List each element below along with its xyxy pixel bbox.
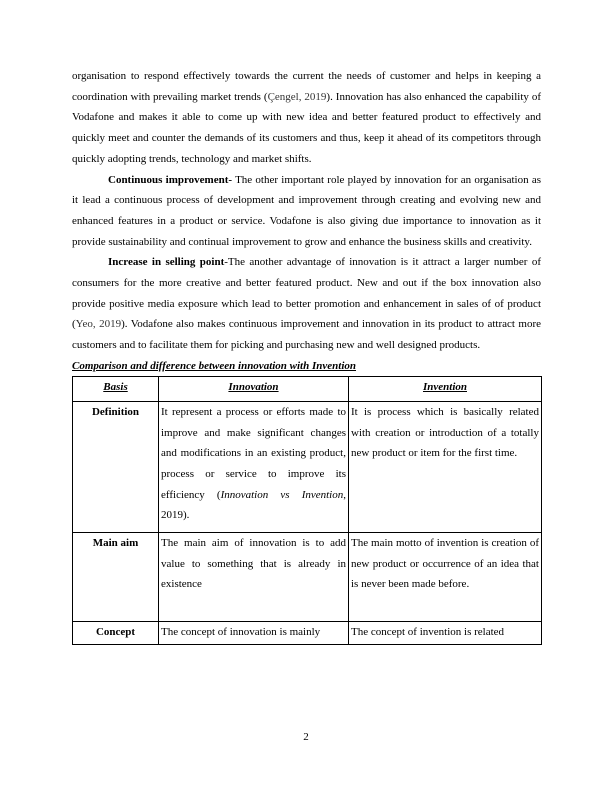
- paragraph-text: The other important role played by innovation for an organisation as it lead a continuous process of development and improvement through creating and evolving new and enhanced features in a product or service. Vodafone is also giving due importance to innovation as it provide sustainability and continual improvement to grow and enhance the business skills and creativity.: [72, 173, 541, 248]
- cell-text: It represent a process or efforts made to improve and make significant changes and modifications in an existing product, process or service to improve its efficiency (: [161, 405, 346, 501]
- table-header-row: [73, 376, 542, 401]
- page-content: [72, 66, 541, 645]
- invention-cell: It is process which is basically related with creation or introduction of a totally new product or item for the first time.: [349, 401, 542, 532]
- basis-cell: Concept: [73, 621, 159, 644]
- table-row: [73, 401, 542, 532]
- table-row: [73, 621, 542, 644]
- table-row: [73, 532, 542, 621]
- paragraph-text: ). Vodafone also makes continuous improvement and innovation in its product to attract more customers and to facilitate them for picking and purchasing new and well designed products.: [72, 318, 541, 352]
- paragraph-intro: [72, 66, 541, 170]
- citation: Yeo, 2019: [75, 318, 122, 331]
- citation: Innovation vs Invention: [220, 488, 344, 501]
- header-innovation: Innovation: [159, 376, 349, 401]
- basis-cell: Main aim: [73, 532, 159, 621]
- paragraph-heading: Increase in selling point: [108, 256, 225, 269]
- table-title: Comparison and difference between innovation with Invention: [72, 359, 356, 372]
- innovation-cell: The concept of innovation is mainly: [159, 621, 349, 644]
- paragraph-text: -The another advantage of innovation is it attract a larger number of consumers for the more creative and better featured product. New and out if the box innovation also provide positive media exposure which lead to better promotion and enhancement in sales of of product (: [72, 256, 541, 331]
- basis-cell: Definition: [73, 401, 159, 532]
- paragraph-heading: Continuous improvement-: [108, 173, 233, 186]
- paragraph-selling-point: [72, 252, 541, 356]
- paragraph-text: organisation to respond effectively towards the current the needs of customer and helps in keeping a coordination with prevailing market trends (: [72, 70, 541, 103]
- paragraph-text: ). Innovation has also enhanced the capability of Vodafone and makes it able to come up with new idea and better featured product to effectively and quickly meet and counter the demands of its customers and thus, keep it ahead of its competitors through quickly adopting trends, technology and market shifts.: [72, 90, 541, 165]
- header-invention: Invention: [349, 376, 542, 401]
- page-number: 2: [303, 731, 309, 743]
- cell-text: , 2019).: [161, 488, 346, 522]
- header-basis: Basis: [73, 376, 159, 401]
- paragraph-continuous-improvement: [72, 170, 541, 253]
- citation: Çengel, 2019: [267, 90, 327, 103]
- innovation-cell: [159, 401, 349, 532]
- invention-cell: The main motto of invention is creation of new product or occurrence of an idea that is never been made before.: [349, 532, 542, 621]
- innovation-cell: The main aim of innovation is to add value to something that is already in existence: [159, 532, 349, 621]
- comparison-table: [72, 376, 542, 645]
- invention-cell: The concept of invention is related: [349, 621, 542, 644]
